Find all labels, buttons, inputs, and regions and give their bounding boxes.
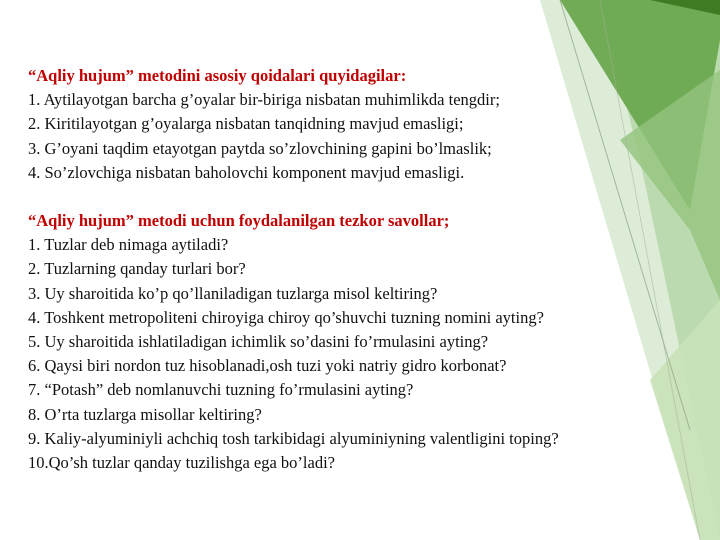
question-item: 7. “Potash” deb nomlanuvchi tuzning fo’rmulasini ayting? <box>28 380 414 400</box>
question-item: 9. Kaliy-alyuminiyli achchiq tosh tarkibidagi alyuminiyning valentligini toping? <box>28 428 559 448</box>
question-item: 6. Qaysi biri nordon tuz hisoblanadi,osh tuzi yoki natriy gidro korbonat? <box>28 356 507 376</box>
question-item: 10.Qo’sh tuzlar qanday tuzilishga ega bo’ladi? <box>28 453 335 473</box>
section2-heading: “Aqliy hujum” metodi uchun foydalanilgan tezkor savollar; <box>28 211 450 231</box>
question-item: 3. Uy sharoitida ko’p qo’llaniladigan tuzlarga misol keltiring? <box>28 283 438 303</box>
section-gap <box>28 185 688 209</box>
rule-item: 3. G’oyani taqdim etayotgan paytda so’zlovchining gapini bo’lmaslik; <box>28 138 492 158</box>
question-item: 8. O’rta tuzlarga misollar keltiring? <box>28 404 262 424</box>
content <box>28 64 688 475</box>
rule-item: 4. So’zlovchiga nisbatan baholovchi komponent mavjud emasligi. <box>28 162 465 182</box>
section1-heading: “Aqliy hujum” metodini asosiy qoidalari quyidagilar: <box>28 66 407 85</box>
question-item: 5. Uy sharoitida ishlatiladigan ichimlik so’dasini fo’rmulasini ayting? <box>28 332 489 352</box>
rule-item: 1. Aytilayotgan barcha g’oyalar bir-biriga nisbatan muhimlikda tengdir; <box>28 90 500 110</box>
question-item: 1. Tuzlar deb nimaga aytiladi? <box>28 235 229 255</box>
question-item: 4. Toshkent metropoliteni chiroyiga chiroy qo’shuvchi tuzning nomini ayting? <box>28 307 544 327</box>
question-item: 2. Tuzlarning qanday turlari bor? <box>28 259 246 279</box>
rule-item: 2. Kiritilayotgan g’oyalarga nisbatan tanqidning mavjud emasligi; <box>28 114 464 134</box>
